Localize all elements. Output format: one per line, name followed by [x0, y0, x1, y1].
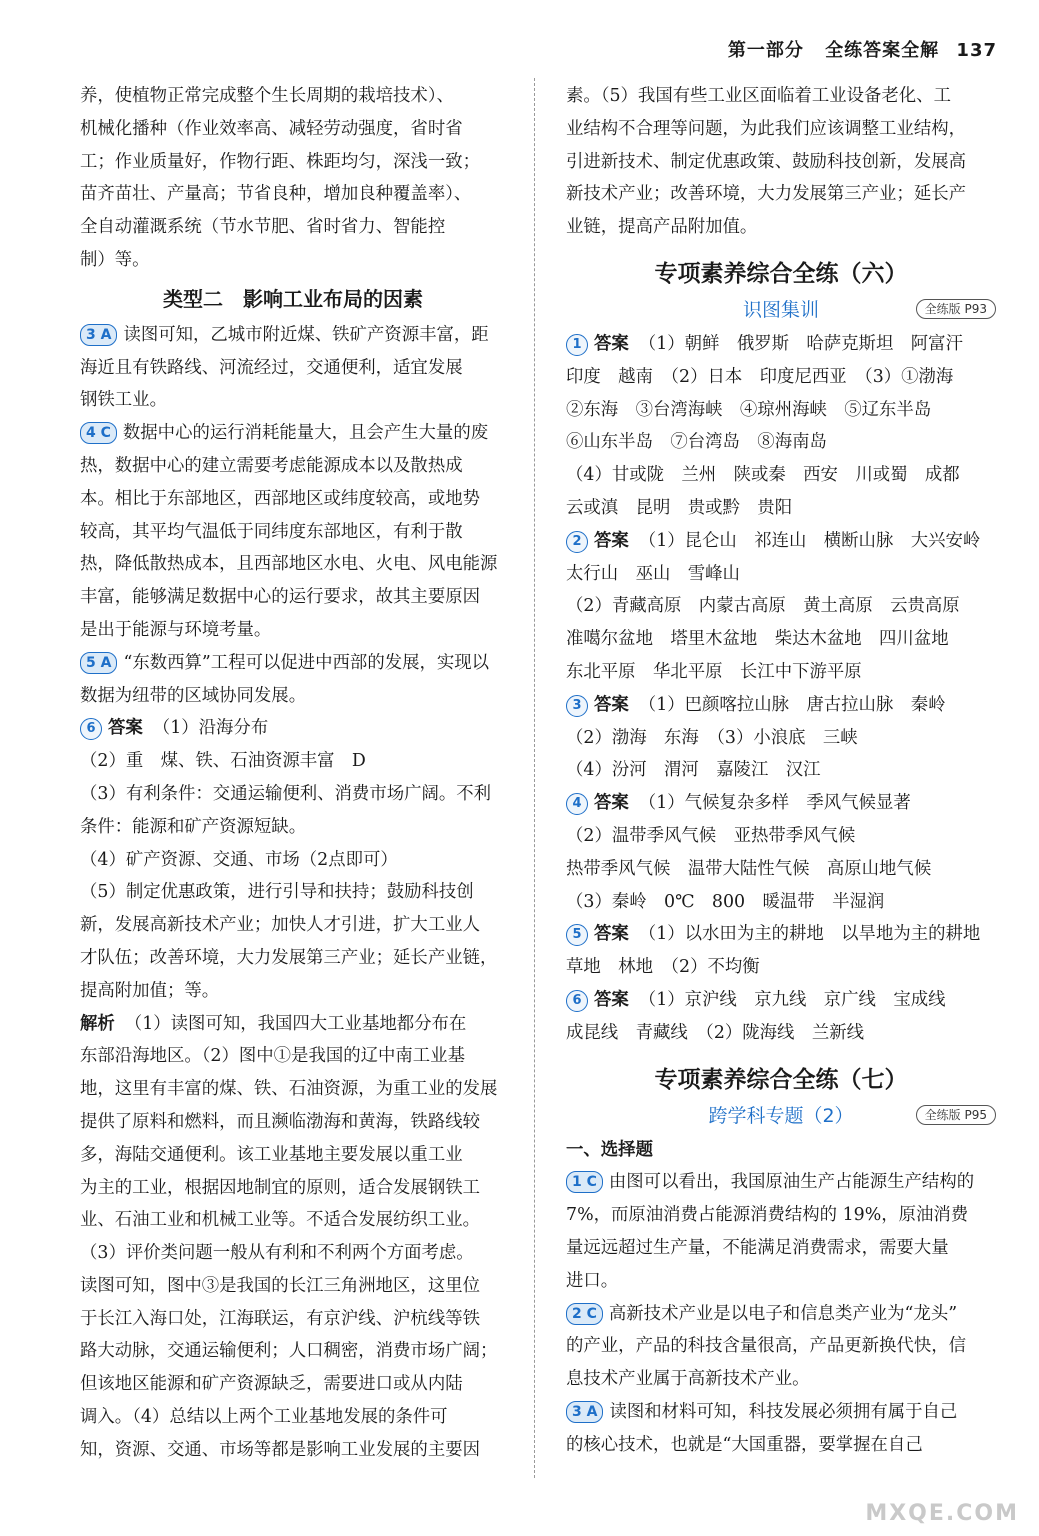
text-line: 提供了原料和燃料，而且濒临渤海和黄海，铁路线较 [80, 1111, 480, 1132]
text-line: 调入。（4）总结以上两个工业基地发展的条件可 [80, 1407, 448, 1428]
text-line: 的核心技术，也就是“大国重器，要掌握在自己 [566, 1434, 923, 1455]
question-number: 2 [566, 531, 588, 553]
text-line: 业链，提高产品附加值。 [566, 217, 758, 238]
answer-q5: 5 A “东数西算”工程可以促进中西部的发展，实现以 [80, 647, 506, 680]
text-line: 读图可知，图中③是我国的长江三角洲地区，这里位 [80, 1275, 480, 1296]
watermark: MXQE.COM [865, 1501, 1019, 1526]
text-line: 新，发展高新技术产业；加快人才引进，扩大工业人 [80, 915, 480, 936]
text-line: （4）甘或陇 兰州 陕或秦 西安 川或蜀 成都 [566, 465, 960, 486]
text-line: （3）秦岭 0℃ 800 暖温带 半湿润 [566, 891, 885, 912]
header-part: 第一部分 [727, 40, 804, 61]
text-line: 热带季风气候 温带大陆性气候 高原山地气候 [566, 858, 932, 879]
text-line: 息技术产业属于高新技术产业。 [566, 1369, 810, 1390]
text-line: （4）矿产资源、交通、市场（2点即可） [80, 849, 398, 870]
text-line: 数据为纽带的区域协同发展。 [80, 685, 307, 706]
text-line: 机械化播种（作业效率高、减轻劳动强度，省时省 [80, 118, 463, 139]
text-line: （2）渤海 东海 （3）小浪底 三峡 [566, 727, 858, 748]
text-line: 成昆线 青藏线 （2）陇海线 兰新线 [566, 1022, 865, 1043]
type2-heading: 类型二 影响工业布局的因素 [163, 286, 423, 311]
page-reference-tag: 全练版 P95 [916, 1105, 996, 1125]
question-number: 6 [80, 718, 102, 740]
text-line: 东部沿海地区。（2）图中①是我国的辽中南工业基 [80, 1046, 465, 1067]
answer-a1: 1 答案 （1）朝鲜 俄罗斯 哈萨克斯坦 阿富汗 [566, 328, 996, 361]
text-line: 本。相比于东部地区，西部地区或纬度较高，或地势 [80, 488, 480, 509]
answer-badge: 3 A [80, 324, 117, 346]
text-line: 为主的工业，根据因地制宜的原则，适合发展钢铁工 [80, 1177, 480, 1198]
text-line: 业结构不合理等问题，为此我们应该调整工业结构， [566, 118, 966, 139]
answer-a6: 6 答案 （1）京沪线 京九线 京广线 宝成线 [566, 984, 996, 1017]
text-line: 引进新技术、制定优惠政策、鼓励科技创新，发展高 [566, 151, 966, 172]
text-line: 进口。 [566, 1270, 619, 1291]
text-line: 工；作业质量好，作物行距、株距均匀，深浅一致； [80, 151, 480, 172]
text-line: ⑥山东半岛 ⑦台湾岛 ⑧海南岛 [566, 432, 827, 453]
text-line: （2）重 煤、铁、石油资源丰富 D [80, 751, 366, 772]
section-title-6: 专项素养综合全练（六） [654, 260, 908, 287]
question-number: 3 [566, 695, 588, 717]
text-line: 云或滇 昆明 贵或黔 贵阳 [566, 497, 793, 518]
text-line: 钢铁工业。 [80, 390, 167, 411]
answer-a2: 2 答案 （1）昆仑山 祁连山 横断山脉 大兴安岭 [566, 525, 996, 558]
text-line: 量远远超过生产量，不能满足消费需求，需要大量 [566, 1237, 949, 1258]
text-line: 养，使植物正常完成整个生长周期的栽培技术）、 [80, 86, 454, 106]
text-line: （2）青藏高原 内蒙古高原 黄土高原 云贵高原 [566, 596, 960, 617]
text-line: 较高，其平均气温低于同纬度东部地区，有利于散 [80, 521, 463, 542]
question-number: 6 [566, 990, 588, 1012]
text-line: （4）汾河 渭河 嘉陵江 汉江 [566, 760, 821, 781]
text-line: （3）有利条件：交通运输便利、消费市场广阔。不利 [80, 783, 492, 804]
text-line: 全自动灌溉系统（节水节肥、省时省力、智能控 [80, 217, 446, 238]
text-line: 7%，而原油消费占能源消费结构的 19%，原油消费 [566, 1205, 969, 1226]
text-line: （2）温带季风气候 亚热带季风气候 [566, 825, 856, 846]
text-line: 但该地区能源和矿产资源缺乏，需要进口或从内陆 [80, 1374, 463, 1395]
answer-c3: 3 A 读图和材料可知，科技发展必须拥有属于自己 [566, 1396, 996, 1429]
text-line: 条件：能源和矿产资源短缺。 [80, 816, 307, 837]
question-number: 5 [566, 924, 588, 946]
page-header [728, 36, 997, 62]
answer-a4: 4 答案 （1）气候复杂多样 季风气候显著 [566, 787, 996, 820]
text-line: 苗齐苗壮、产量高；节省良种，增加良种覆盖率）、 [80, 184, 472, 205]
text-line: 热，数据中心的建立需要考虑能源成本以及散热成 [80, 455, 463, 476]
page-reference-tag: 全练版 P93 [916, 299, 996, 319]
analysis: 解析 （1）读图可知，我国四大工业基地都分布在 [80, 1013, 467, 1034]
text-line: 草地 林地 （2）不均衡 [566, 957, 760, 978]
text-line: 热，降低散热成本，且西部地区水电、火电、风电能源 [80, 554, 498, 575]
text-line: 准噶尔盆地 塔里木盆地 柴达木盆地 四川盆地 [566, 629, 949, 650]
text-line: 是出于能源与环境考量。 [80, 619, 272, 640]
text-line: ②东海 ③台湾海峡 ④琼州海峡 ⑤辽东半岛 [566, 399, 932, 420]
section-subtitle-row [566, 294, 996, 326]
text-line: 制）等。 [80, 249, 150, 270]
answer-badge: 1 C [566, 1171, 603, 1193]
answer-c2: 2 C 高新技术产业是以电子和信息类产业为“龙头” [566, 1298, 996, 1331]
text-line: 于长江入海口处，江海联运，有京沪线、沪杭线等铁 [80, 1308, 480, 1329]
text-line: 多，海陆交通便利。该工业基地主要发展以重工业 [80, 1144, 463, 1165]
text-line: 太行山 巫山 雪峰山 [566, 563, 740, 584]
right-column [566, 80, 996, 1461]
section-subtitle-row [566, 1100, 996, 1132]
text-line: 东北平原 华北平原 长江中下游平原 [566, 661, 862, 682]
question-number: 4 [566, 793, 588, 815]
text-line: 才队伍；改善环境，大力发展第三产业；延长产业链， [80, 947, 498, 968]
choice-heading: 一、选择题 [566, 1139, 653, 1160]
text-line: 业、石油工业和机械工业等。不适合发展纺织工业。 [80, 1210, 480, 1231]
page-number: 137 [956, 40, 997, 61]
answer-badge: 5 A [80, 652, 117, 674]
answer-badge: 2 C [566, 1303, 603, 1325]
answer-a3: 3 答案 （1）巴颜喀拉山脉 唐古拉山脉 秦岭 [566, 689, 996, 722]
text-line: 提高附加值；等。 [80, 980, 220, 1001]
text-line: 印度 越南 （2）日本 印度尼西亚 （3）①渤海 [566, 366, 954, 387]
section-title-7: 专项素养综合全练（七） [654, 1066, 908, 1093]
answer-q3: 3 A 读图可知，乙城市附近煤、铁矿产资源丰富，距 [80, 319, 506, 352]
column-divider [534, 78, 535, 1478]
answer-c1: 1 C 由图可以看出，我国原油生产占能源生产结构的 [566, 1166, 996, 1199]
text-line: 知，资源、交通、市场等都是影响工业发展的主要因 [80, 1439, 480, 1460]
text-line: （3）评价类问题一般从有利和不利两个方面考虑。 [80, 1243, 474, 1264]
section-subtitle: 跨学科专题（2） [708, 1104, 854, 1127]
text-line: 路大动脉，交通运输便利；人口稠密，消费市场广阔； [80, 1341, 498, 1362]
text-line: 海近且有铁路线、河流经过，交通便利，适宜发展 [80, 357, 463, 378]
question-number: 1 [566, 334, 588, 356]
answer-q6: 6 答案 （1）沿海分布 [80, 712, 506, 745]
text-line: （5）制定优惠政策，进行引导和扶持；鼓励科技创 [80, 882, 474, 903]
section-subtitle: 识图集训 [742, 298, 819, 321]
answer-q4: 4 C 数据中心的运行消耗能量大，且会产生大量的废 [80, 417, 506, 450]
answer-a5: 5 答案 （1）以水田为主的耕地 以旱地为主的耕地 [566, 918, 996, 951]
text-line: 新技术产业；改善环境，大力发展第三产业；延长产 [566, 184, 966, 205]
text-line: 地，这里有丰富的煤、铁、石油资源，为重工业的发展 [80, 1079, 498, 1100]
text-line: 的产业，产品的科技含量很高，产品更新换代快，信 [566, 1336, 966, 1357]
answer-badge: 4 C [80, 422, 117, 444]
text-line: 丰富，能够满足数据中心的运行要求，故其主要原因 [80, 587, 480, 608]
answer-badge: 3 A [566, 1401, 603, 1423]
header-subtitle: 全练答案全解 [825, 40, 940, 61]
text-line: 素。（5）我国有些工业区面临着工业设备老化、工 [566, 86, 951, 106]
left-column [80, 80, 506, 1467]
